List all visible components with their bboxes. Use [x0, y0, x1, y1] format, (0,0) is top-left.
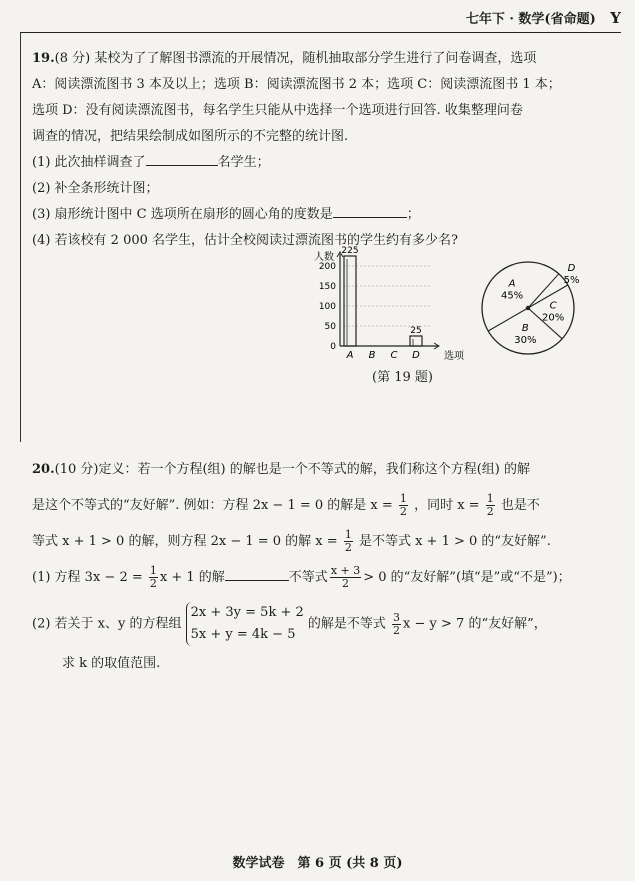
q19-sub-1: [32, 150, 561, 176]
frac-num: 1: [149, 564, 157, 577]
slice-label-A: A: [508, 278, 516, 290]
frac-num: 1: [399, 492, 407, 505]
q20-sub-1: [32, 560, 571, 596]
data-label: 25: [410, 326, 422, 336]
q20-line-3: [32, 524, 571, 560]
page-header: [466, 8, 621, 27]
fraction-three-halves: [392, 612, 401, 637]
pie-chart: [470, 248, 590, 363]
equation-2: 5x + y = 4k − 5: [190, 627, 296, 642]
equation-system: [186, 602, 304, 646]
q20-def2-c: 也是不: [500, 498, 540, 513]
question-19: [32, 46, 561, 254]
header-rule: [20, 32, 621, 33]
slice-percent-B: 30%: [514, 335, 537, 347]
q20-def2-b: ，同时 x =: [414, 498, 480, 513]
answer-blank[interactable]: [225, 566, 289, 581]
y-tick-label: 100: [318, 302, 336, 312]
q19-sub1-text: (1) 此次抽样调查了: [32, 155, 146, 170]
q20-def-1: 定义：若一个方程(组) 的解也是一个不等式的解，我们称这个方程(组) 的解: [98, 462, 531, 477]
slice-percent-A: 45%: [500, 290, 524, 302]
q20-def3-b: 是不等式 x + 1 > 0 的“友好解”.: [358, 534, 551, 549]
y-tick-label: 50: [324, 322, 336, 332]
slice-label-B: B: [521, 323, 529, 335]
margin-rule: [20, 32, 21, 442]
slice-percent-D: 5%: [563, 274, 580, 286]
frac-den: 2: [344, 541, 352, 554]
y-tick-label: 150: [318, 282, 336, 292]
frac-num: 1: [486, 492, 494, 505]
data-label: 225: [341, 246, 359, 256]
q20-sub2-c: x − y > 7 的“友好解”，: [403, 616, 547, 632]
page-footer: 数学试卷 第 6 页 (共 8 页): [232, 856, 403, 871]
q19-sub-3: [32, 202, 561, 228]
frac-den: 2: [149, 577, 157, 590]
q19-sub3-text: (3) 扇形统计图中 C 选项所在扇形的圆心角的度数是: [32, 207, 333, 222]
answer-blank[interactable]: [333, 203, 407, 218]
q20-sub2-a: (2) 若关于 x、y 的方程组: [32, 616, 182, 632]
fraction-one-half: [149, 565, 158, 590]
frac-num: 3: [393, 610, 401, 624]
q20-line-1: [32, 452, 571, 488]
q19-stem-4: 调查的情况，把结果绘制成如图所示的不完整的统计图.: [32, 129, 349, 144]
frac-den: 2: [486, 505, 494, 518]
x-tick-label: C: [390, 350, 398, 361]
y-axis-label: 人数: [314, 252, 334, 263]
q20-def3-a: 等式 x + 1 > 0 的解，则方程 2x − 1 = 0 的解 x =: [32, 534, 338, 549]
bar-chart: [300, 246, 464, 363]
fraction-one-half: [399, 493, 408, 518]
frac-den: 2: [342, 577, 350, 590]
y-tick-label: 0: [330, 342, 336, 352]
header-mark: Y: [610, 9, 621, 27]
q20-number: 20.: [32, 462, 55, 477]
q19-line-1: [32, 46, 561, 72]
q20-line-2: [32, 488, 571, 524]
q19-score: (8 分): [54, 51, 91, 66]
slice-label-D: D: [567, 262, 576, 274]
y-tick-label: 200: [318, 262, 336, 272]
q20-sub-2: [32, 602, 571, 646]
slice-edge: [528, 285, 568, 308]
bar-D: [410, 336, 422, 346]
q20-sub2-b: 的解是不等式: [307, 616, 386, 632]
frac-den: 2: [399, 505, 407, 518]
q19-sub-4: (4) 若该校有 2 000 名学生，估计全校阅读过漂流图书的学生约有多少名?: [32, 233, 458, 248]
q19-stem-1: 某校为了了解图书漂流的开展情况，随机抽取部分学生进行了问卷调查，选项: [94, 51, 537, 66]
x-tick-label: B: [368, 350, 376, 361]
equation-1: 2x + 3y = 5k + 2: [190, 605, 304, 620]
q19-sub-2: (2) 补全条形统计图；: [32, 181, 159, 196]
x-axis-label: 选项: [444, 351, 464, 362]
q20-sub1-a: (1) 方程 3x − 2 =: [32, 570, 143, 585]
frac-den: 2: [393, 623, 401, 637]
q19-stem-2: A：阅读漂流图书 3 本及以上；选项 B：阅读漂流图书 2 本；选项 C：阅读漂流图书 1 本；: [32, 77, 561, 92]
answer-blank[interactable]: [146, 151, 218, 166]
q19-number: 19.: [32, 51, 55, 66]
frac-num: 1: [344, 528, 352, 541]
figure-caption: (第 19 题): [372, 370, 433, 385]
x-tick-label: D: [412, 350, 420, 361]
q20-sub1-c: 不等式: [288, 570, 328, 585]
fraction-one-half: [344, 529, 353, 554]
slice-label-C: C: [549, 300, 557, 312]
bar-A: [344, 256, 356, 346]
q19-sub1-suffix: 名学生；: [217, 155, 270, 170]
q20-score: (10 分): [54, 462, 99, 477]
q20-def2-a: 是这个不等式的“友好解”. 例如：方程 2x − 1 = 0 的解是 x =: [32, 498, 393, 513]
q19-stem-3: 选项 D：没有阅读漂流图书，每名学生只能从中选择一个选项进行回答. 收集整理问卷: [32, 103, 523, 118]
question-20: [32, 452, 571, 682]
fraction-x-plus-3-over-2: [330, 565, 361, 590]
q20-sub1-d: > 0 的“友好解”(填“是”或“不是”)；: [363, 570, 571, 585]
pie-center: [526, 306, 530, 310]
q19-sub3-suffix: ；: [406, 207, 420, 222]
q20-sub1-b: x + 1 的解: [159, 570, 225, 585]
frac-num: x + 3: [330, 564, 361, 577]
q20-sub2-line-2: 求 k 的取值范围.: [62, 656, 161, 671]
slice-percent-C: 20%: [542, 312, 565, 324]
x-tick-label: A: [346, 350, 354, 361]
fraction-one-half: [486, 493, 495, 518]
header-title: 七年下 · 数学(省命题): [465, 12, 596, 27]
